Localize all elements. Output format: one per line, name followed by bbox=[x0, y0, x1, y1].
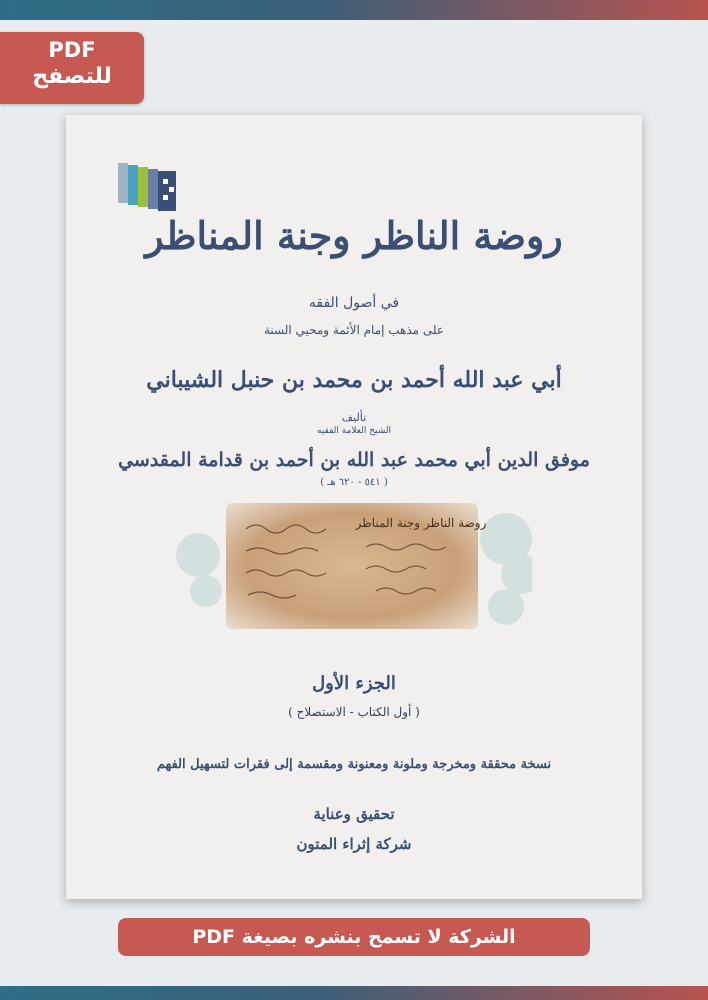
badge-browse-label: للتصفح bbox=[32, 64, 112, 89]
pdf-browse-badge bbox=[0, 32, 144, 104]
imam-name: أبي عبد الله أحمد بن محمد بن حنبل الشيباني bbox=[146, 367, 562, 393]
publisher-logo-icon bbox=[118, 159, 180, 213]
author-dates: ( ٥٤١ - ٦٢٠ هـ ) bbox=[320, 477, 388, 488]
bottom-gradient-bar bbox=[0, 986, 708, 1000]
author-name: موفق الدين أبي محمد عبد الله بن أحمد بن قدامة المقدسي bbox=[118, 449, 590, 471]
manuscript-image bbox=[176, 499, 532, 635]
author-title: الشيخ العلامة الفقيه bbox=[316, 426, 391, 436]
pdf-notice-banner: الشركة لا تسمح بنشره بصيغة PDF bbox=[118, 918, 590, 956]
volume-range: ( أول الكتاب - الاستصلاح ) bbox=[288, 705, 420, 719]
book-subtitle: في أصول الفقه bbox=[308, 295, 400, 311]
madhhab-line: على مذهب إمام الأئمة ومحيي السنة bbox=[263, 323, 445, 337]
book-cover bbox=[66, 115, 642, 899]
book-title: روضة الناظر وجنة المناظر bbox=[145, 213, 563, 258]
manuscript-caption: روضة الناظر وجنة المناظر bbox=[355, 516, 487, 530]
by-label: تأليف bbox=[341, 411, 367, 424]
tahqiq-label: تحقيق وعناية bbox=[313, 805, 395, 823]
badge-pdf-label: PDF bbox=[48, 38, 96, 62]
volume-label: الجزء الأول bbox=[312, 673, 396, 694]
publisher-name: شركة إثراء المتون bbox=[296, 835, 412, 853]
top-gradient-bar bbox=[0, 0, 708, 20]
edition-description: نسخة محققة ومخرجة وملونة ومعنونة ومقسمة إلى فقرات لتسهيل الفهم bbox=[156, 757, 552, 772]
